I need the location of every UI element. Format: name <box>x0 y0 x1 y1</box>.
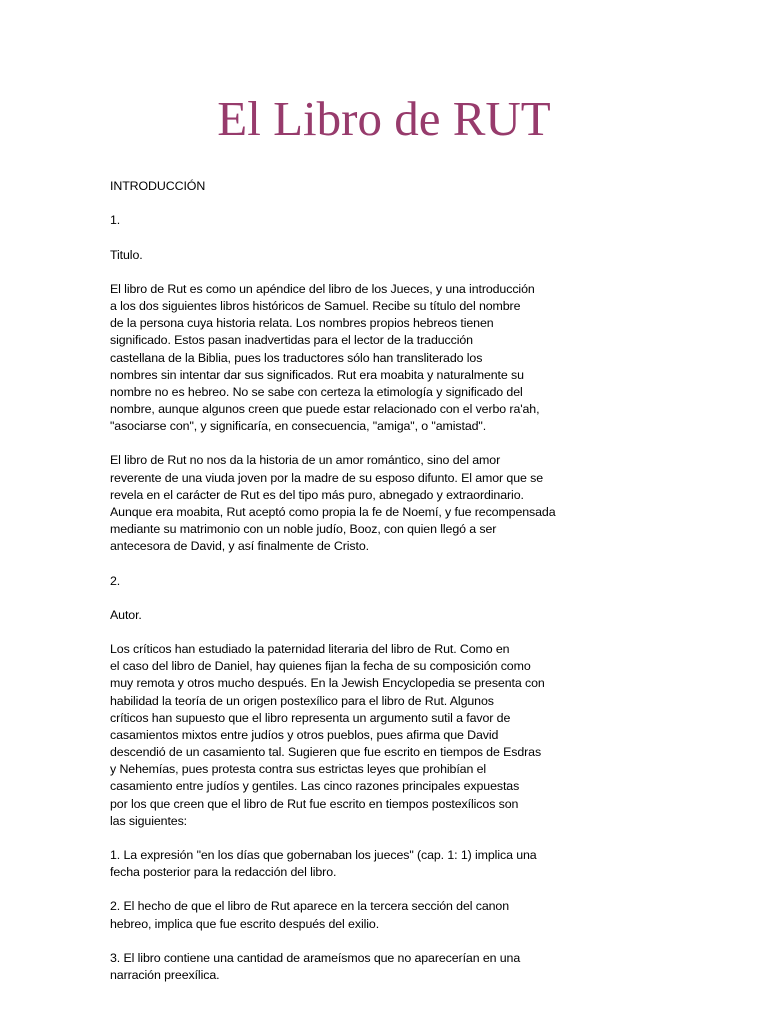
text-line: 2. El hecho de que el libro de Rut aparece en la tercera sección del canon <box>110 899 509 914</box>
text-line: "asociarse con", y significaría, en consecuencia, "amiga", o "amistad". <box>110 419 487 434</box>
text-line: revela en el carácter de Rut es del tipo más puro, abnegado y extraordinario. <box>110 487 524 502</box>
section-2-title: Autor. <box>110 607 142 622</box>
text-line: nombre no es hebreo. No se sabe con certeza la etimología y significado del <box>110 384 523 399</box>
paragraph-1 <box>110 281 750 435</box>
text-line: habilidad la teoría de un origen postexílico para el libro de Rut. Algunos <box>110 693 494 708</box>
text-line: casamiento entre judíos y gentiles. Las cinco razones principales expuestas <box>110 779 520 794</box>
text-line: a los dos siguientes libros históricos de Samuel. Recibe su título del nombre <box>110 299 521 314</box>
text-line: Aunque era moabita, Rut aceptó como propia la fe de Noemí, y fue recompensada <box>110 504 556 519</box>
section-1-number: 1. <box>110 213 121 228</box>
text-line: muy remota y otros mucho después. En la Jewish Encyclopedia se presenta con <box>110 676 545 691</box>
text-line: 3. El libro contiene una cantidad de arameísmos que no aparecerían en una <box>110 950 521 965</box>
text-line: casamientos mixtos entre judíos y otros pueblos, pues afirma que David <box>110 727 499 742</box>
text-line: de la persona cuya historia relata. Los nombres propios hebreos tienen <box>110 316 494 331</box>
paragraph-3 <box>110 641 750 830</box>
text-line: el caso del libro de Daniel, hay quienes fijan la fecha de su composición como <box>110 659 531 674</box>
paragraph-2 <box>110 452 750 555</box>
text-line: antecesora de David, y así finalmente de Cristo. <box>110 539 369 554</box>
section-1-title: Titulo. <box>110 247 143 262</box>
text-line: reverente de una viuda joven por la madre de su esposo difunto. El amor que se <box>110 470 544 485</box>
list-item-3 <box>110 950 750 984</box>
text-line: nombre, aunque algunos creen que puede estar relacionado con el verbo ra'ah, <box>110 401 540 416</box>
text-line: descendió de un casamiento tal. Sugieren que fue escrito en tiempos de Esdras <box>110 745 542 760</box>
text-line: hebreo, implica que fue escrito después del exilio. <box>110 916 380 931</box>
text-line: El libro de Rut es como un apéndice del libro de los Jueces, y una introducción <box>110 281 535 296</box>
section-2-number: 2. <box>110 573 121 588</box>
text-line: críticos han supuesto que el libro representa un argumento sutil a favor de <box>110 710 511 725</box>
text-line: narración preexílica. <box>110 968 220 983</box>
document-body <box>110 178 750 1001</box>
text-line: fecha posterior para la redacción del libro. <box>110 865 337 880</box>
text-line: nombres sin intentar dar sus significados. Rut era moabita y naturalmente su <box>110 367 524 382</box>
text-line: castellana de la Biblia, pues los traductores sólo han transliterado los <box>110 350 483 365</box>
text-line: por los que creen que el libro de Rut fue escrito en tiempos postexílicos son <box>110 796 519 811</box>
text-line: El libro de Rut no nos da la historia de un amor romántico, sino del amor <box>110 453 501 468</box>
text-line: las siguientes: <box>110 813 188 828</box>
text-line: 1. La expresión "en los días que gobernaban los jueces" (cap. 1: 1) implica una <box>110 847 537 862</box>
text-line: significado. Estos pasan inadvertidas para el lector de la traducción <box>110 333 473 348</box>
text-line: mediante su matrimonio con un noble judío, Booz, con quien llegó a ser <box>110 522 497 537</box>
page-title: El Libro de RUT <box>217 91 551 146</box>
intro-heading: INTRODUCCIÓN <box>110 179 206 193</box>
list-item-2 <box>110 898 750 932</box>
text-line: y Nehemías, pues protesta contra sus estrictas leyes que prohibían el <box>110 762 487 777</box>
text-line: Los críticos han estudiado la paternidad literaria del libro de Rut. Como en <box>110 642 510 657</box>
list-item-1 <box>110 847 750 881</box>
